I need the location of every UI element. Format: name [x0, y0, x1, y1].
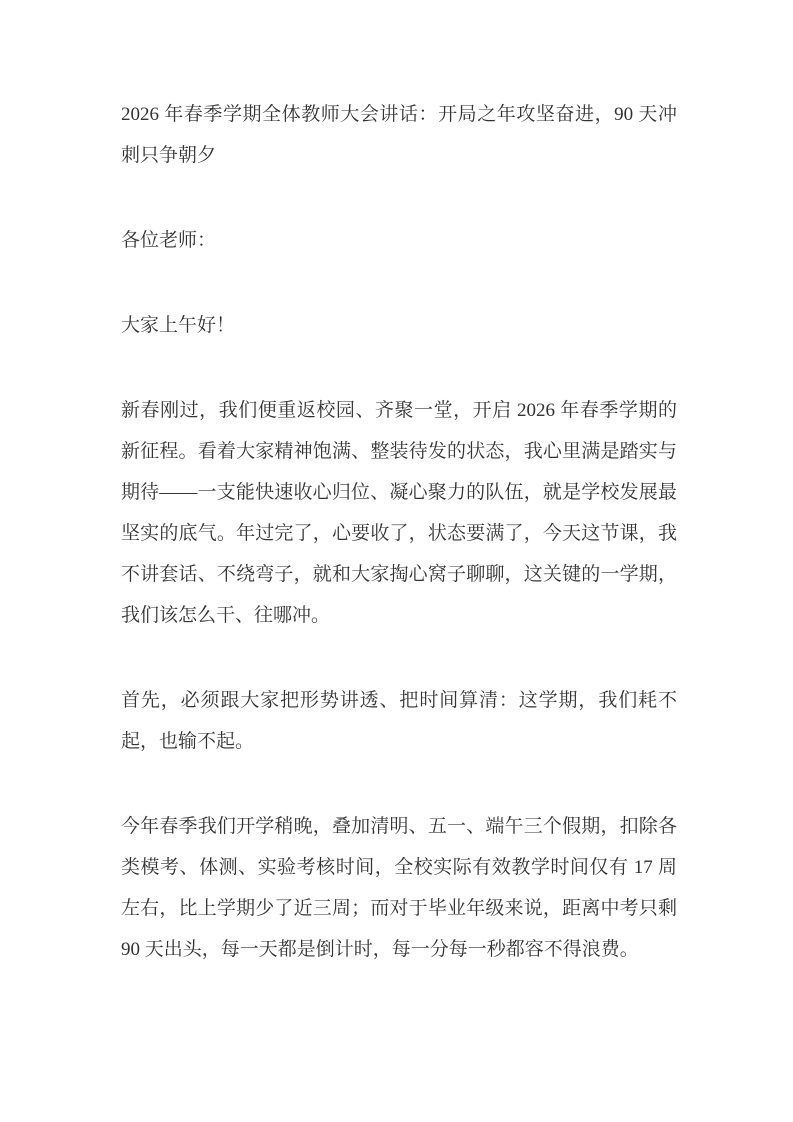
- paragraph-first-point: 首先，必须跟大家把形势讲透、把时间算清：这学期，我们耗不起，也输不起。: [121, 690, 677, 752]
- paragraph-greeting: 大家上午好！: [121, 315, 236, 336]
- paragraph-salutation: 各位老师：: [121, 230, 217, 251]
- document-content: [121, 94, 677, 970]
- paragraph-opening: 新春刚过，我们便重返校园、齐聚一堂，开启 2026 年春季学期的新征程。看着大家精神饱满、整装待发的状态，我心里满是踏实与期待——一支能快速收心归位、凝心聚力的队伍，就是学校发展最坚实的底气。年过完了，心要收了，状态要满了，今天这节课，我不讲套话、不绕弯子，就和大家掏心窝子聊聊，这关键的一学期，我们该怎么干、往哪冲。: [121, 400, 677, 626]
- document-title: 2026 年春季学期全体教师大会讲话：开局之年攻坚奋进，90 天冲刺只争朝夕: [121, 104, 677, 166]
- paragraph-schedule-analysis: 今年春季我们开学稍晚，叠加清明、五一、端午三个假期，扣除各类模考、体测、实验考核时间，全校实际有效教学时间仅有 17 周左右，比上学期少了近三周；而对于毕业年级来说，距离中考只剩 90 天出头，每一天都是倒计时，每一分每一秒都容不得浪费。: [121, 816, 677, 960]
